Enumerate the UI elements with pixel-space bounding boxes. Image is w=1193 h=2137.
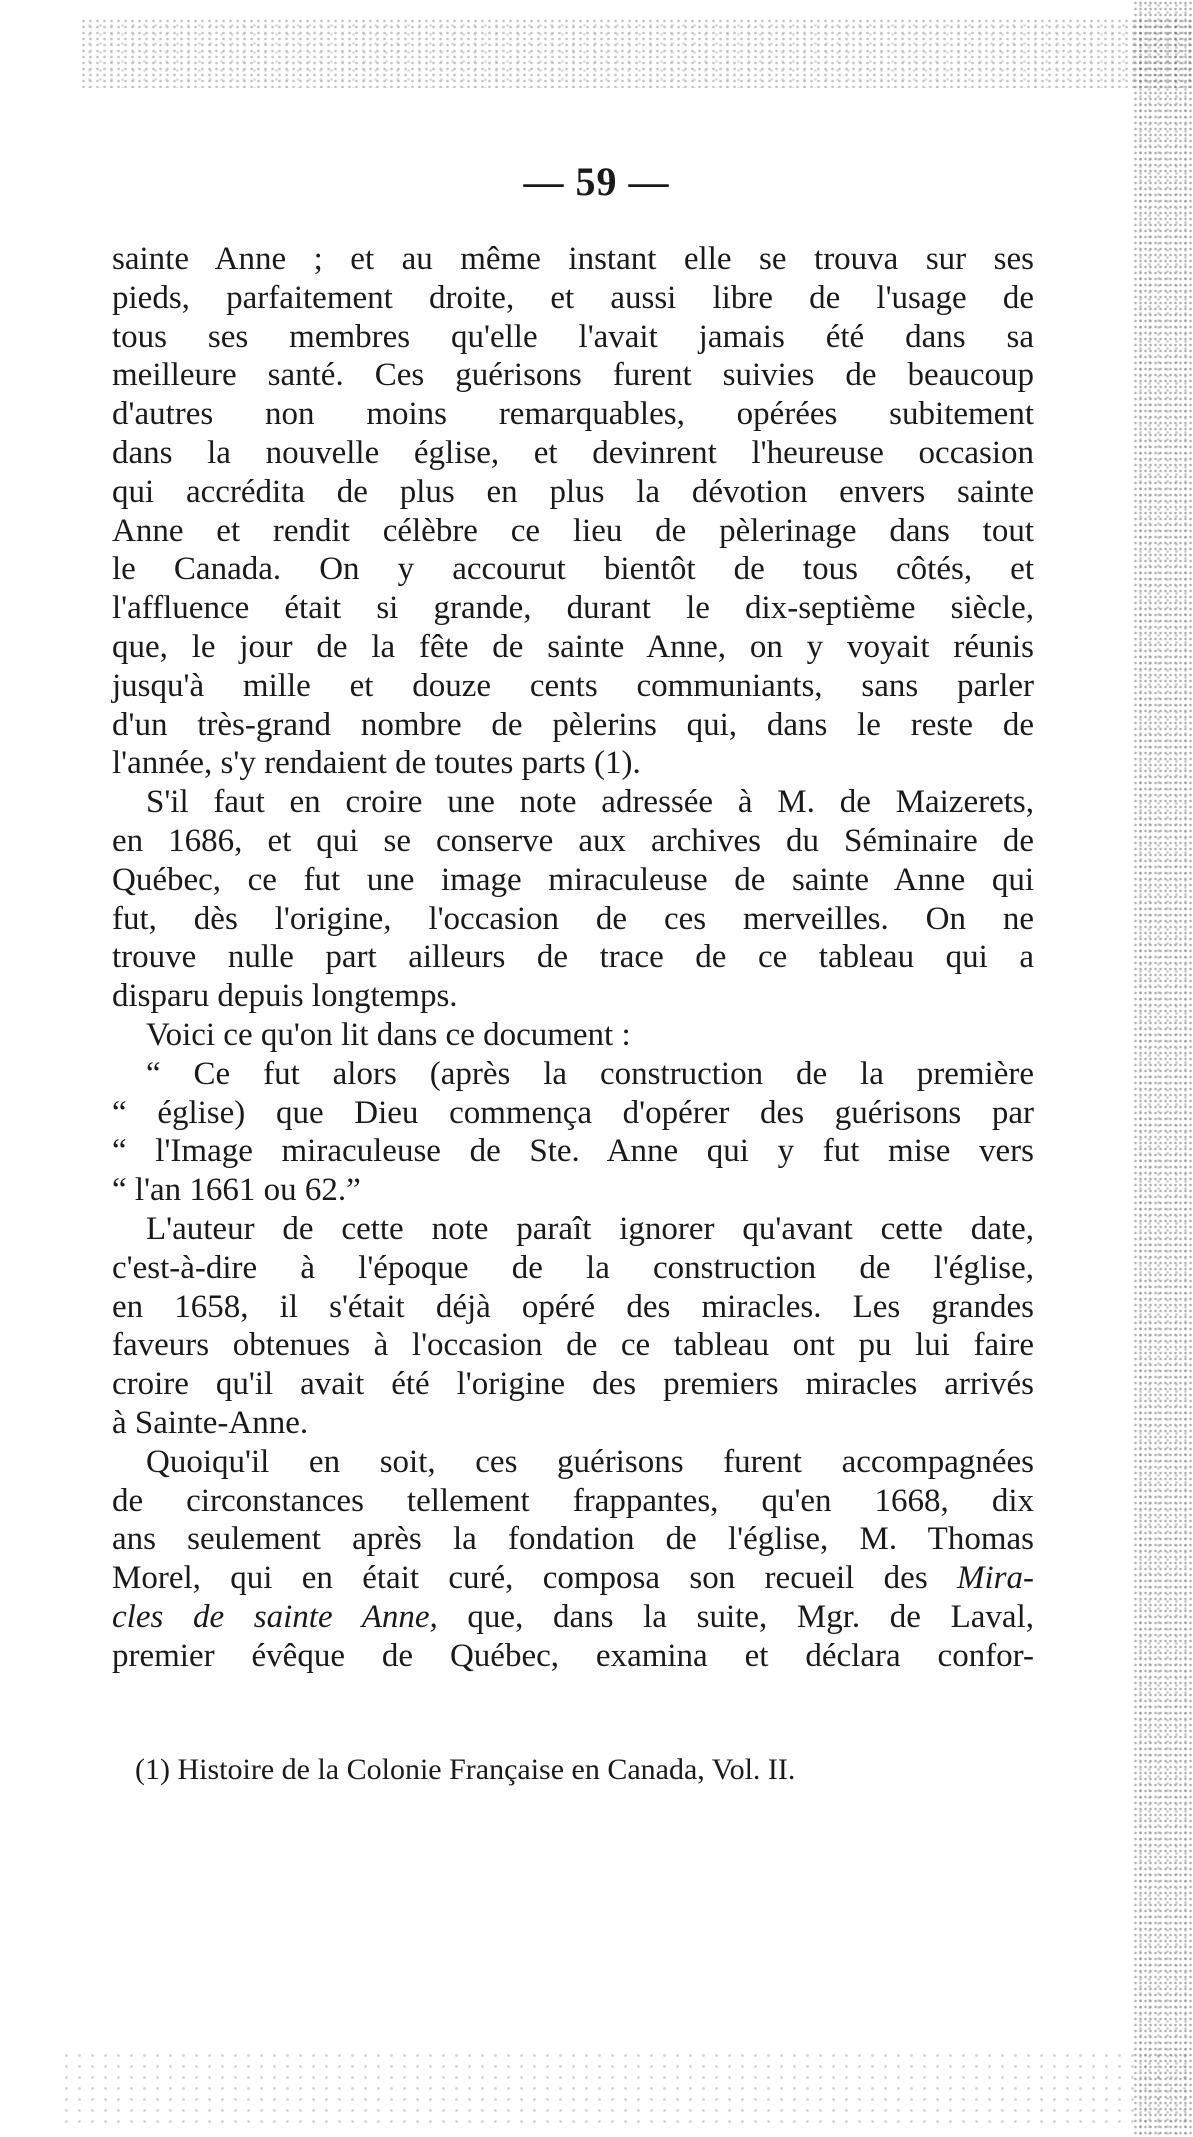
- text-line: Morel, qui en était curé, composa son recueil des Mira-: [112, 1560, 1034, 1597]
- scan-noise-bottom: [60, 2050, 1193, 2130]
- text-line: Voici ce qu'on lit dans ce document :: [146, 1016, 631, 1053]
- scan-noise-edge: [1133, 0, 1193, 2137]
- text-line: cles de sainte Anne, que, dans la suite, Mgr. de Laval,: [112, 1598, 1034, 1635]
- text-line: S'il faut en croire une note adressée à M. de Maizerets,: [146, 784, 1034, 821]
- text-line: meilleure santé. Ces guérisons furent suivies de beaucoup: [112, 357, 1034, 394]
- body-text: [112, 240, 1034, 1675]
- text-line: “ Ce fut alors (après la construction de la première: [146, 1055, 1034, 1092]
- text-line: L'auteur de cette note paraît ignorer qu'avant cette date,: [146, 1210, 1034, 1247]
- text-line: jusqu'à mille et douze cents communiants, sans parler: [112, 667, 1034, 704]
- text-line: faveurs obtenues à l'occasion de ce tableau ont pu lui faire: [112, 1327, 1034, 1364]
- text-line: trouve nulle part ailleurs de trace de ce tableau qui a: [112, 939, 1034, 976]
- text-line: disparu depuis longtemps.: [112, 978, 458, 1015]
- text-line: en 1658, il s'était déjà opéré des miracles. Les grandes: [112, 1288, 1034, 1325]
- text-line: c'est-à-dire à l'époque de la construction de l'église,: [112, 1249, 1034, 1286]
- text-line: “ l'Image miraculeuse de Ste. Anne qui y fut mise vers: [112, 1133, 1034, 1170]
- footnote: (1) Histoire de la Colonie Française en Canada, Vol. II.: [135, 1753, 796, 1786]
- text-line: dans la nouvelle église, et devinrent l'heureuse occasion: [112, 434, 1034, 471]
- text-line: d'un très-grand nombre de pèlerins qui, dans le reste de: [112, 706, 1034, 743]
- text-line: l'affluence était si grande, durant le dix-septième siècle,: [112, 590, 1034, 627]
- text-line: l'année, s'y rendaient de toutes parts (1).: [112, 745, 641, 782]
- text-line: qui accrédita de plus en plus la dévotion envers sainte: [112, 473, 1034, 510]
- text-line: de circonstances tellement frappantes, qu'en 1668, dix: [112, 1482, 1034, 1519]
- text-line: d'autres non moins remarquables, opérées subitement: [112, 396, 1034, 433]
- text-line: Québec, ce fut une image miraculeuse de sainte Anne qui: [112, 861, 1034, 898]
- text-line: pieds, parfaitement droite, et aussi libre de l'usage de: [112, 279, 1034, 316]
- scan-noise-top: [80, 18, 1193, 88]
- text-line: à Sainte-Anne.: [112, 1404, 309, 1441]
- text-line: que, le jour de la fête de sainte Anne, on y voyait réunis: [112, 628, 1034, 665]
- text-line: “ église) que Dieu commença d'opérer des guérisons par: [112, 1094, 1034, 1131]
- text-line: premier évêque de Québec, examina et déclara confor-: [112, 1637, 1034, 1674]
- text-line: le Canada. On y accourut bientôt de tous côtés, et: [112, 551, 1034, 588]
- text-line: tous ses membres qu'elle l'avait jamais été dans sa: [112, 318, 1034, 355]
- text-line: “ l'an 1661 ou 62.”: [112, 1172, 361, 1209]
- text-line: en 1686, et qui se conserve aux archives du Séminaire de: [112, 822, 1034, 859]
- text-line: Quoiqu'il en soit, ces guérisons furent accompagnées: [146, 1443, 1034, 1480]
- text-line: fut, dès l'origine, l'occasion de ces merveilles. On ne: [112, 900, 1034, 937]
- text-line: croire qu'il avait été l'origine des premiers miracles arrivés: [112, 1366, 1034, 1403]
- text-line: sainte Anne ; et au même instant elle se trouva sur ses: [112, 241, 1034, 277]
- page-number: — 59 —: [523, 159, 670, 204]
- text-line: Anne et rendit célèbre ce lieu de pèlerinage dans tout: [112, 512, 1034, 549]
- text-line: ans seulement après la fondation de l'église, M. Thomas: [112, 1521, 1034, 1558]
